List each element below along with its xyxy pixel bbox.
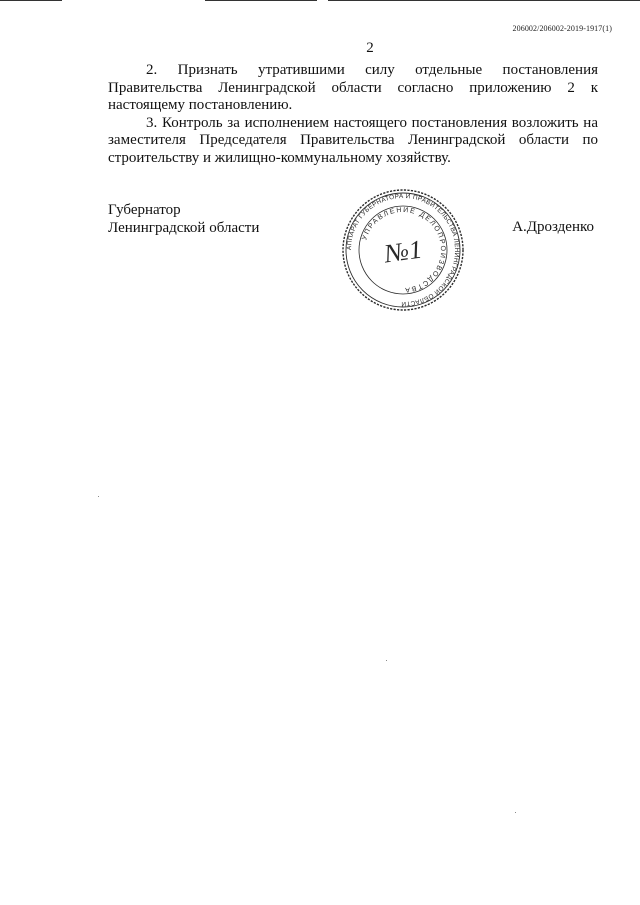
scan-artifact	[98, 496, 99, 497]
scan-rule-middle	[205, 0, 317, 1]
signatory-title	[108, 202, 259, 237]
page-number: 2	[366, 40, 374, 56]
stamp-inner-text: УПРАВЛЕНИЕ ДЕЛОПРОИЗВОДСТВА	[361, 206, 447, 294]
document-code: 206002/206002-2019-1917(1)	[512, 24, 612, 33]
scan-rule-left	[0, 0, 62, 1]
signatory-title-line-1: Губернатор	[108, 202, 181, 218]
stamp-number: №1	[382, 234, 424, 269]
official-seal-stamp	[341, 188, 465, 312]
scan-artifact	[515, 812, 516, 813]
paragraph-3: 3. Контроль за исполнением настоящего постановления возложить на заместителя Председателя Правительства Ленинградской области по строительству и жилищно-коммунальному хозяйству.	[108, 114, 598, 166]
stamp-outer-text: АППАРАТ ГУБЕРНАТОРА И ПРАВИТЕЛЬСТВА ЛЕНИНГРАДСКОЙ ОБЛАСТИ	[345, 192, 461, 308]
signatory-name: А.Дрозденко	[512, 219, 594, 235]
document-body	[108, 62, 598, 167]
scan-rule-right	[328, 0, 640, 1]
signatory-title-line-2: Ленинградской области	[108, 219, 260, 236]
scan-artifact	[386, 660, 387, 661]
paragraph-2: 2. Признать утратившими силу отдельные постановления Правительства Ленинградской области согласно приложению 2 к настоящему постановлению.	[108, 62, 598, 113]
